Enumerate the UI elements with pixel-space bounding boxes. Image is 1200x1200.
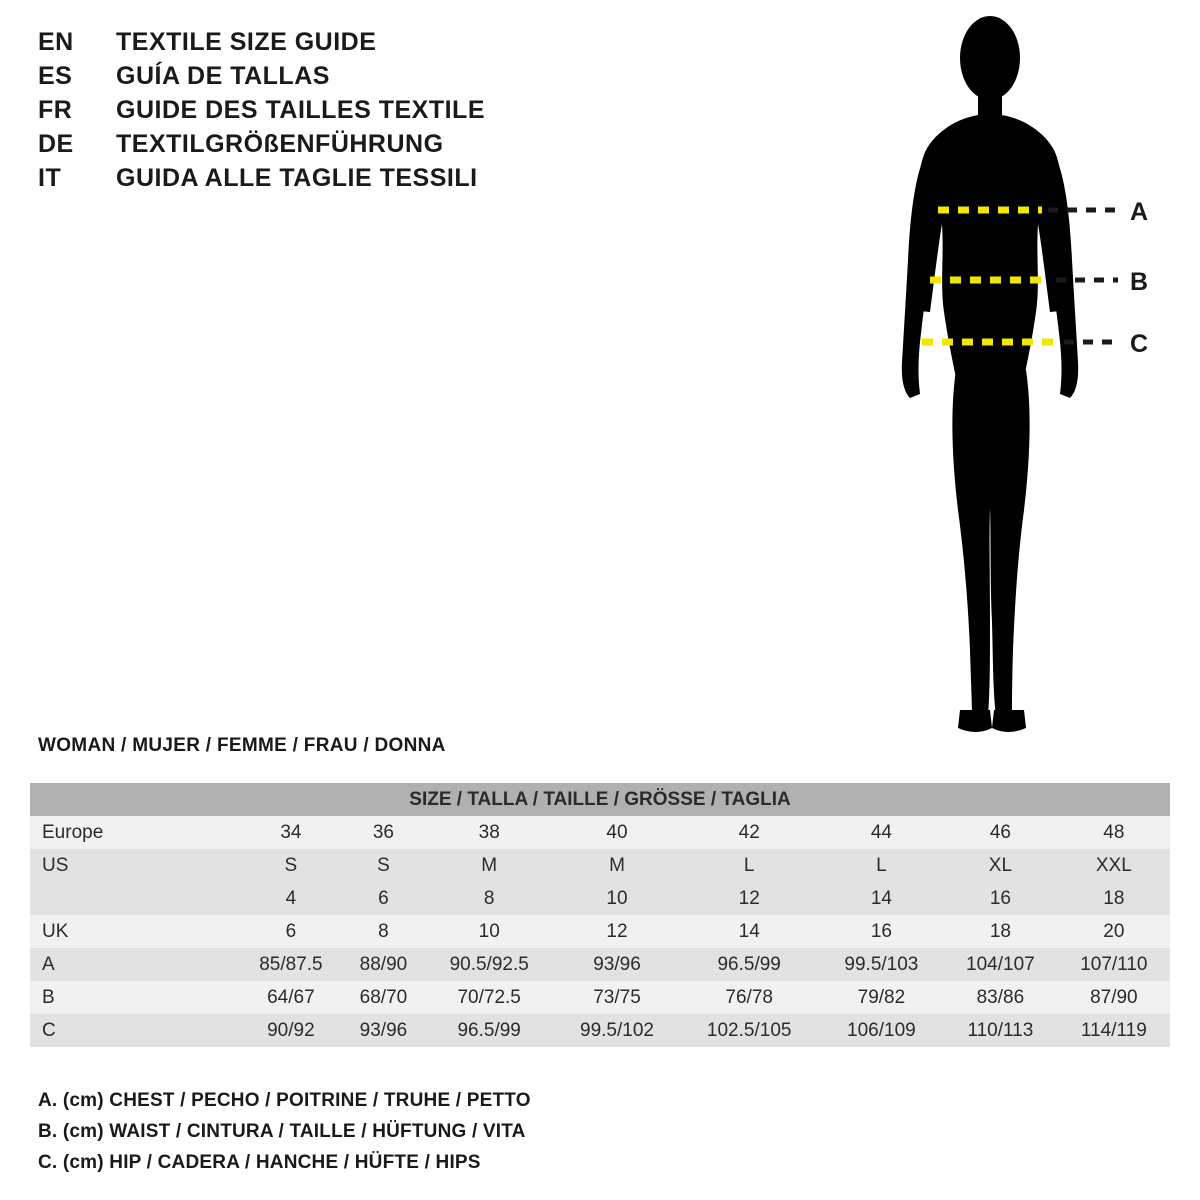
measurement-figure <box>860 10 1190 750</box>
cell: S <box>238 849 344 882</box>
language-title: GUIDE DES TAILLES TEXTILE <box>116 96 486 124</box>
cell: 99.5/103 <box>820 948 943 981</box>
cell: 10 <box>423 915 555 948</box>
cell: 6 <box>344 882 423 915</box>
cell: 104/107 <box>943 948 1058 981</box>
language-code: IT <box>38 164 62 192</box>
cell: 40 <box>555 816 678 849</box>
cell: 87/90 <box>1058 981 1170 1014</box>
cell: 16 <box>943 882 1058 915</box>
cell: XXL <box>1058 849 1170 882</box>
cell: 64/67 <box>238 981 344 1014</box>
row-label: UK <box>30 915 238 948</box>
cell: 102.5/105 <box>679 1014 820 1047</box>
language-row <box>38 130 598 164</box>
cell: 48 <box>1058 816 1170 849</box>
cell: 44 <box>820 816 943 849</box>
measurement-legend <box>38 1090 838 1183</box>
cell: 4 <box>238 882 344 915</box>
cell: 10 <box>555 882 678 915</box>
cell: 12 <box>555 915 678 948</box>
cell: 8 <box>423 882 555 915</box>
cell: 110/113 <box>943 1014 1058 1047</box>
table-row <box>30 981 1170 1014</box>
cell: 76/78 <box>679 981 820 1014</box>
row-label: US <box>30 849 238 882</box>
table-row <box>30 948 1170 981</box>
cell: 34 <box>238 816 344 849</box>
cell: 90.5/92.5 <box>423 948 555 981</box>
cell: M <box>423 849 555 882</box>
cell: 96.5/99 <box>679 948 820 981</box>
marker-label-a: A <box>1130 198 1149 226</box>
cell: M <box>555 849 678 882</box>
language-row <box>38 28 598 62</box>
language-title-list <box>38 28 598 198</box>
table-row <box>30 849 1170 882</box>
table-row <box>30 882 1170 915</box>
legend-line-waist: B. (cm) WAIST / CINTURA / TAILLE / HÜFTUNG / VITA <box>38 1121 526 1142</box>
cell: 14 <box>679 915 820 948</box>
cell: 114/119 <box>1058 1014 1170 1047</box>
row-label: B <box>30 981 238 1014</box>
cell: 42 <box>679 816 820 849</box>
size-table <box>30 783 1170 1047</box>
cell: 18 <box>943 915 1058 948</box>
table-header-row <box>30 783 1170 816</box>
cell: 99.5/102 <box>555 1014 678 1047</box>
cell: 36 <box>344 816 423 849</box>
cell: 16 <box>820 915 943 948</box>
table-row <box>30 816 1170 849</box>
cell: 83/86 <box>943 981 1058 1014</box>
cell: 107/110 <box>1058 948 1170 981</box>
language-title: GUÍA DE TALLAS <box>116 62 330 90</box>
marker-label-b: B <box>1130 268 1149 296</box>
cell: 90/92 <box>238 1014 344 1047</box>
row-label: A <box>30 948 238 981</box>
language-row <box>38 96 598 130</box>
legend-line-chest: A. (cm) CHEST / PECHO / POITRINE / TRUHE / PETTO <box>38 1090 531 1111</box>
cell: 88/90 <box>344 948 423 981</box>
language-title: TEXTILE SIZE GUIDE <box>116 28 377 56</box>
female-silhouette-icon <box>860 10 1190 750</box>
language-code: FR <box>38 96 73 124</box>
cell: 12 <box>679 882 820 915</box>
cell: 14 <box>820 882 943 915</box>
language-code: EN <box>38 28 74 56</box>
row-label <box>30 882 238 915</box>
legend-line-hip: C. (cm) HIP / CADERA / HANCHE / HÜFTE / HIPS <box>38 1152 481 1173</box>
cell: 70/72.5 <box>423 981 555 1014</box>
cell: 73/75 <box>555 981 678 1014</box>
language-title: TEXTILGRÖßENFÜHRUNG <box>116 130 444 158</box>
cell: 38 <box>423 816 555 849</box>
marker-label-c: C <box>1130 330 1149 358</box>
cell: L <box>820 849 943 882</box>
cell: 8 <box>344 915 423 948</box>
cell: 20 <box>1058 915 1170 948</box>
table-header-label: SIZE / TALLA / TAILLE / GRÖSSE / TAGLIA <box>30 783 1170 816</box>
cell: XL <box>943 849 1058 882</box>
cell: 96.5/99 <box>423 1014 555 1047</box>
cell: 6 <box>238 915 344 948</box>
language-row <box>38 62 598 96</box>
cell: S <box>344 849 423 882</box>
language-code: ES <box>38 62 73 90</box>
cell: 79/82 <box>820 981 943 1014</box>
cell: 93/96 <box>555 948 678 981</box>
cell: L <box>679 849 820 882</box>
row-label: C <box>30 1014 238 1047</box>
cell: 18 <box>1058 882 1170 915</box>
language-row <box>38 164 598 198</box>
language-code: DE <box>38 130 74 158</box>
cell: 68/70 <box>344 981 423 1014</box>
table-row <box>30 1014 1170 1047</box>
cell: 46 <box>943 816 1058 849</box>
cell: 106/109 <box>820 1014 943 1047</box>
table-row <box>30 915 1170 948</box>
cell: 93/96 <box>344 1014 423 1047</box>
cell: 85/87.5 <box>238 948 344 981</box>
gender-title: WOMAN / MUJER / FEMME / FRAU / DONNA <box>38 735 446 756</box>
language-title: GUIDA ALLE TAGLIE TESSILI <box>116 164 478 192</box>
row-label: Europe <box>30 816 238 849</box>
